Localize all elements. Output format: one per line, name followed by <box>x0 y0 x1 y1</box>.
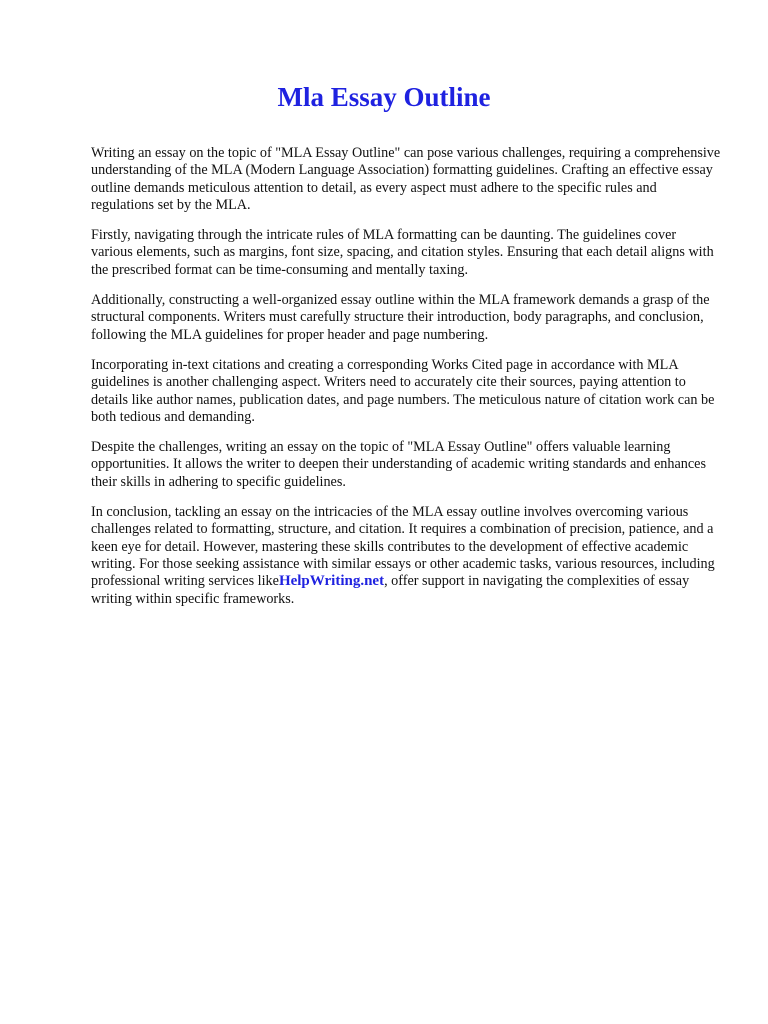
paragraph-structure: Additionally, constructing a well-organized essay outline within the MLA framework demands a grasp of the structural components. Writers must carefully structure their introduction, body paragraphs, and conclusion, following the MLA guidelines for proper header and page numbering. <box>91 292 710 343</box>
conclusion-text: In conclusion, tackling an essay on the intricacies of the MLA essay outline involves overcoming various challenges related to formatting, structure, and citation. It requires a combination of precision, patience, and a keen eye for detail. However, mastering these skills contributes to the development of effective academic writing. For those seeking assistance with similar essays or other academic tasks, various resources, including professional writing services like <box>91 504 715 590</box>
paragraph-opportunities: Despite the challenges, writing an essay on the topic of "MLA Essay Outline" offers valuable learning opportunities. It allows the writer to deepen their understanding of academic writing standards and enhances their skills in adhering to specific guidelines. <box>91 439 706 490</box>
conclusion-text-end: , offer support in navigating the complexities of essay writing within specific frameworks. <box>91 573 690 607</box>
page-title: Mla Essay Outline <box>277 82 491 112</box>
helpwriting-link[interactable]: HelpWriting.net <box>278 573 385 590</box>
paragraph-formatting: Firstly, navigating through the intricate rules of MLA formatting can be daunting. The guidelines cover various elements, such as margins, font size, spacing, and citation styles. Ensuring that each detail aligns with the prescribed format can be time-consuming and mentally taxing. <box>91 227 714 278</box>
paragraph-conclusion <box>91 504 721 608</box>
paragraph-intro: Writing an essay on the topic of "MLA Essay Outline" can pose various challenges, requiring a comprehensive understanding of the MLA (Modern Language Association) formatting guidelines. Crafting an effective essay outline demands meticulous attention to detail, as every aspect must adhere to the specific rules and regulations set by the MLA. <box>91 145 721 213</box>
document-body <box>91 145 721 621</box>
paragraph-citations: Incorporating in-text citations and creating a corresponding Works Cited page in accordance with MLA guidelines is another challenging aspect. Writers need to accurately cite their sources, paying attention to details like author names, publication dates, and page numbers. The meticulous nature of citation work can be both tedious and demanding. <box>91 356 715 425</box>
